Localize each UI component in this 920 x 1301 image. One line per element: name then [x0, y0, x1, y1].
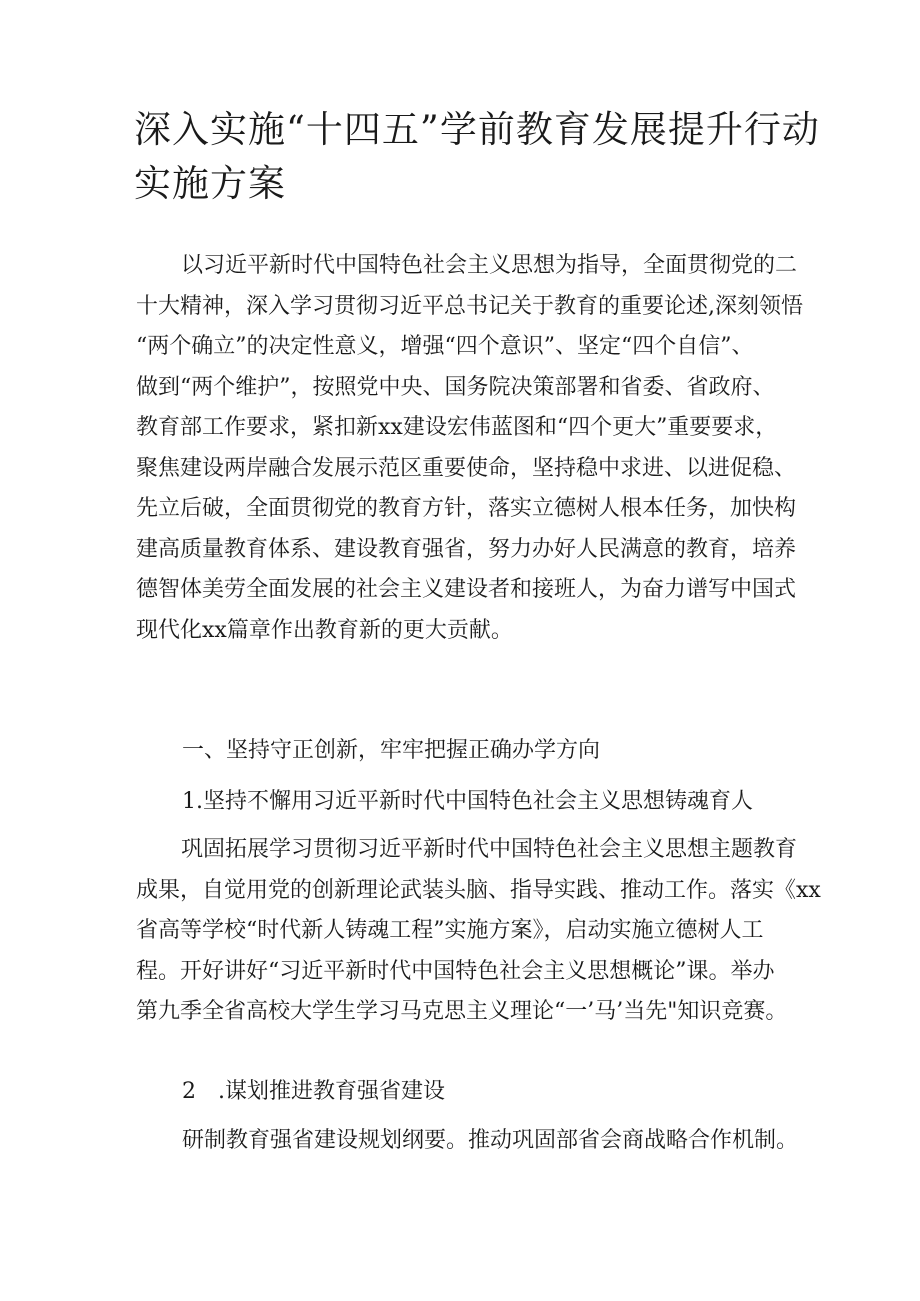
paragraph-line: “两个确立”的决定性意义，增强“四个意识”、坚定“四个自信”、: [136, 334, 754, 359]
paragraph-line: 巩固拓展学习贯彻习近平新时代中国特色社会主义思想主题教育: [181, 837, 798, 862]
paragraph-line: 建高质量教育体系、建设教育强省，努力办好人民满意的教育，培养: [136, 536, 797, 562]
paragraph-line: 聚焦建设两岸融合发展示范区重要使命，坚持稳中求进、以进促稳、: [136, 455, 797, 481]
paragraph-line: 以习近平新时代中国特色社会主义思想为指导，全面贯彻党的二: [181, 253, 798, 278]
paragraph-line: 做到“两个维护”，按照党中央、国务院决策部署和省委、省政府、: [136, 374, 775, 400]
document-title: [134, 103, 834, 211]
paragraph-line: 教育部工作要求，紧扣新xx建设宏伟蓝图和“四个更大”重要要求，: [136, 415, 778, 440]
section-heading: 一、坚持守正创新，牢牢把握正确办学方向: [182, 738, 601, 763]
intro-paragraph: [136, 246, 822, 651]
subsection-paragraph: [136, 830, 822, 1033]
subsection-number: 2: [182, 1079, 196, 1104]
paragraph-line: 德智体美劳全面发展的社会主义建设者和接班人，为奋力谱写中国式: [136, 577, 797, 602]
paragraph-line: 十大精神，深入学习贯彻习近平总书记关于教育的重要论述,深刻领悟: [136, 293, 803, 319]
paragraph-line: 第九季全省高校大学生学习马克思主义理论“一’马’当先"知识竞赛。: [136, 999, 788, 1024]
title-line: 实施方案: [134, 162, 286, 205]
title-line: 深入实施“十四五”学前教育发展提升行动: [134, 108, 820, 151]
paragraph-line: 成果，自觉用党的创新理论武装头脑、指导实践、推动工作。落实《xx: [136, 877, 821, 903]
paragraph-line: 程。开好讲好“习近平新时代中国特色社会主义思想概论”课。举办: [136, 958, 775, 984]
paragraph-line: 现代化xx篇章作出教育新的更大贡献。: [136, 617, 513, 643]
paragraph-line: 先立后破，全面贯彻党的教育方针，落实立德树人根本任务，加快构: [136, 496, 797, 521]
subsection-heading: 1.坚持不懈用习近平新时代中国特色社会主义思想铸魂育人: [182, 789, 753, 814]
subsection-paragraph: 研制教育强省建设规划纲要。推动巩固部省会商战略合作机制。: [182, 1128, 799, 1153]
subsection-heading: .谋划推进教育强省建设: [218, 1079, 445, 1104]
paragraph-line: 省高等学校“时代新人铸魂工程”实施方案》，启动实施立德树人工: [136, 918, 764, 943]
